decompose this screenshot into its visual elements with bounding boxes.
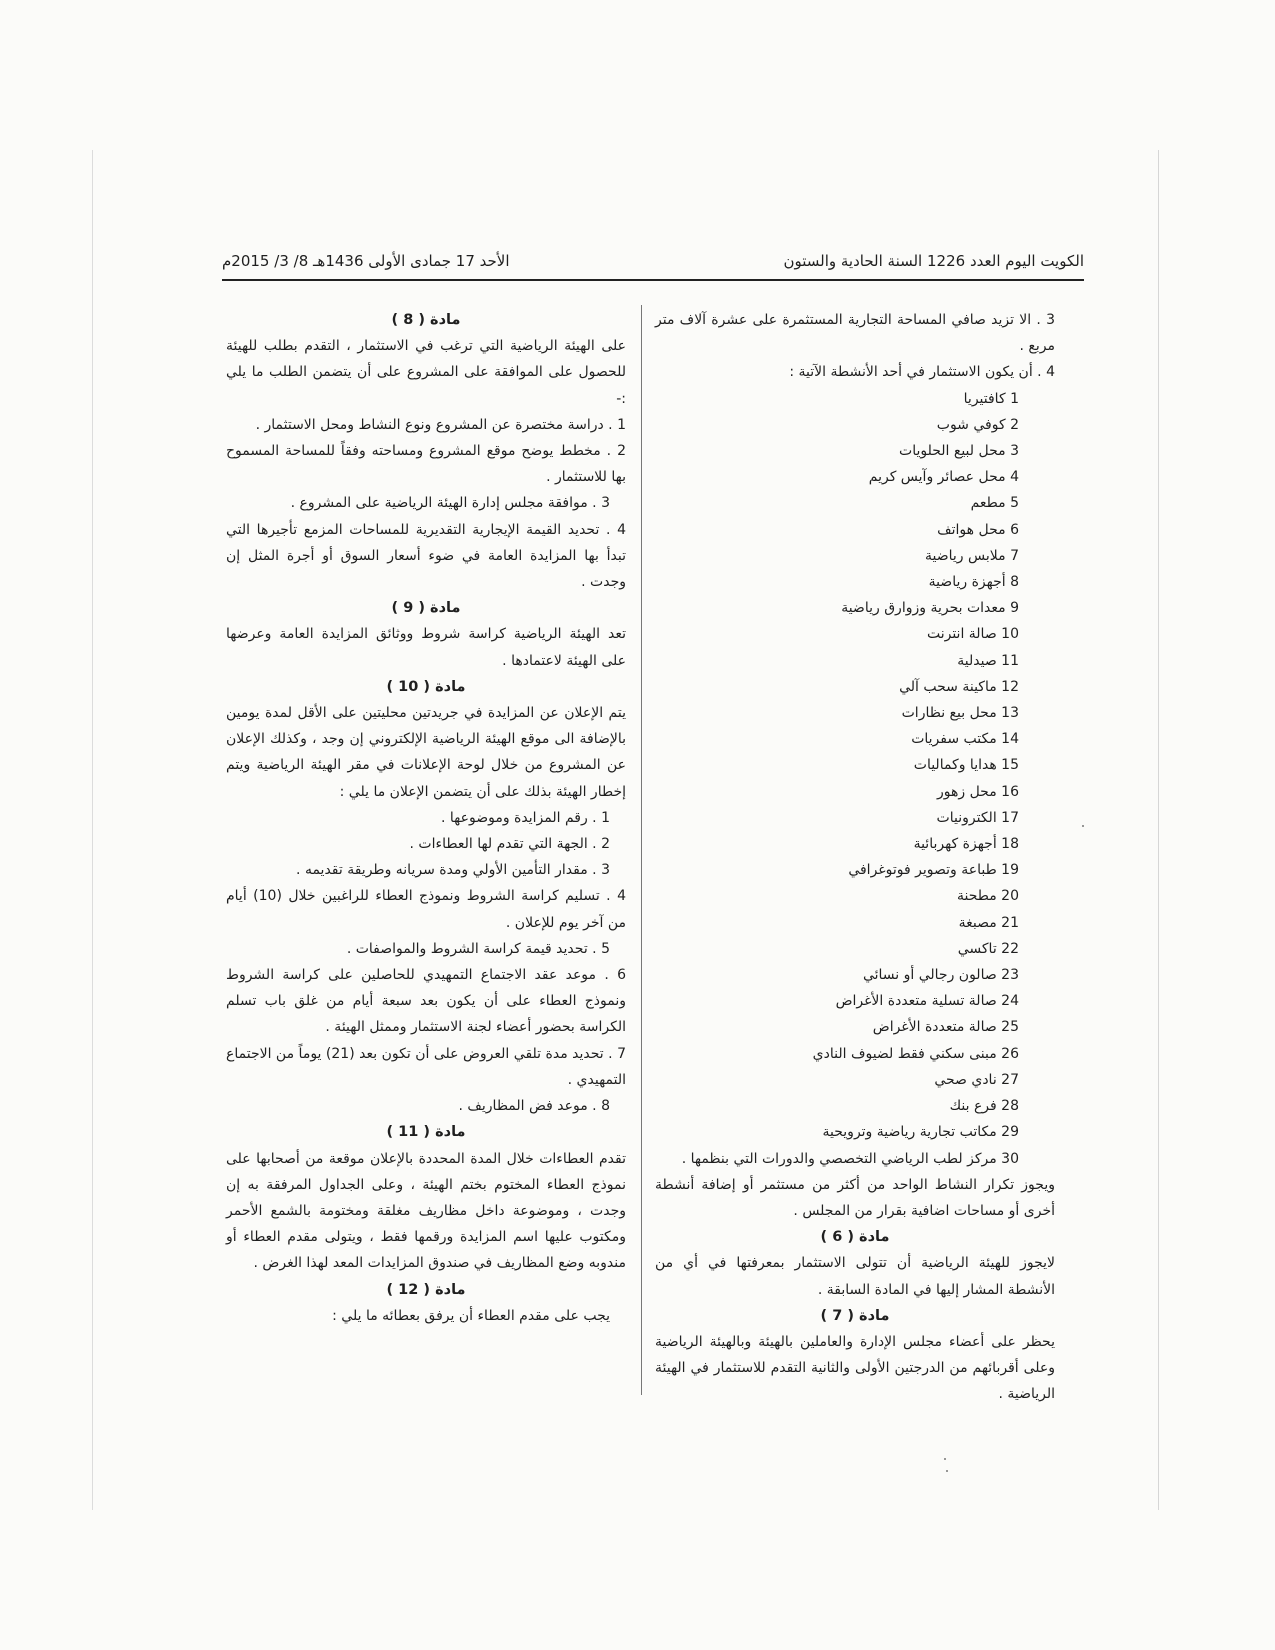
activity-item: 8 أجهزة رياضية (928, 574, 1019, 591)
activity-item: 13 محل بيع نظارات (901, 705, 1019, 722)
activity-item: 27 نادي صحي (934, 1071, 1019, 1088)
activity-item: 21 مصبغة (958, 914, 1019, 931)
gazette-header (222, 252, 1084, 282)
activity-item: 7 ملابس رياضية (925, 547, 1019, 564)
scan-speck (946, 1470, 948, 1472)
activity-item: 14 مكتب سفريات (911, 731, 1019, 748)
header-rule (222, 279, 1084, 281)
activity-item: 23 صالون رجالي أو نسائي (862, 967, 1019, 984)
article-8-item: 1 . دراسة مختصرة عن المشروع ونوع النشاط ومحل الاستثمار . (255, 416, 626, 433)
activity-item: 24 صالة تسلية متعددة الأغراض (835, 993, 1019, 1010)
article-6-title: مادة ( 6 ) (820, 1229, 890, 1246)
activity-item: 16 محل زهور (936, 783, 1019, 800)
activity-item: 1 كافتيريا (963, 390, 1019, 407)
scan-edge-left (92, 150, 93, 1510)
article-10-item: 7 . تحديد مدة تلقي العروض على أن تكون بعد (21) يوماً من الاجتماع التمهيدي . (226, 1045, 627, 1088)
scan-speck (944, 1458, 946, 1460)
article-8-item: 4 . تحديد القيمة الإيجارية التقديرية للمساحات المزمع تأجيرها التي تبدأ بها المزايدة العامة في ضوء أسعار السوق أو أجرة المثل إن وجدت . (226, 521, 626, 591)
article-7-title: مادة ( 7 ) (820, 1307, 890, 1324)
scan-speck (1082, 825, 1084, 827)
activity-item: 26 مبنى سكني فقط لضيوف النادي (812, 1045, 1019, 1062)
activity-item: 18 أجهزة كهربائية (913, 836, 1019, 853)
article-8-item: 3 . موافقة مجلس إدارة الهيئة الرياضية على المشروع . (290, 495, 610, 512)
article-6-text: لايجوز للهيئة الرياضية أن تتولى الاستثمار بمعرفتها في أي من الأنشطة المشار إليها في المادة السابقة . (655, 1255, 1055, 1298)
article-10-item: 6 . موعد عقد الاجتماع التمهيدي للحاصلين على كراسة الشروط ونموذج العطاء على أن يكون بعد سبعة أيام من غلق باب تسلم الكراسة بحضور أعضاء لجنة الاستثمار وممثل الهيئة . (226, 967, 626, 1036)
activity-item: 20 مطحنة (956, 888, 1019, 905)
left-column (226, 307, 626, 1329)
activity-item: 6 محل هواتف (937, 521, 1019, 538)
activity-item: 4 محل عصائر وآيس كريم (868, 469, 1019, 486)
article-10-item: 5 . تحديد قيمة كراسة الشروط والمواصفات . (346, 940, 610, 957)
activity-item: 28 فرع بنك (949, 1098, 1019, 1115)
condition-4: 4 . أن يكون الاستثمار في أحد الأنشطة الآتية : (789, 364, 1055, 381)
activities-note: ويجوز تكرار النشاط الواحد من أكثر من مستثمر أو إضافة أنشطة أخرى أو مساحات اضافية بقرار من المجلس . (655, 1176, 1055, 1219)
article-11-title: مادة ( 11 ) (386, 1124, 466, 1141)
activities-list (655, 386, 1055, 1172)
activity-item: 2 كوفي شوب (936, 416, 1019, 433)
activity-item: 30 مركز لطب الرياضي التخصصي والدورات التي بنظمها . (681, 1150, 1019, 1167)
article-9-title: مادة ( 9 ) (391, 600, 461, 617)
article-12-title: مادة ( 12 ) (386, 1281, 466, 1298)
activity-item: 12 ماكينة سحب آلي (899, 678, 1019, 695)
activity-item: 15 هدايا وكماليات (913, 757, 1019, 774)
activity-item: 17 الكترونيات (936, 809, 1019, 826)
article-10-item: 2 . الجهة التي تقدم لها العطاءات . (409, 836, 610, 853)
scan-edge-right (1158, 150, 1159, 1510)
article-11-text: تقدم العطاءات خلال المدة المحددة بالإعلان موقعة من أصحابها على نموذج العطاء المختوم بختم الهيئة ، وعلى الجداول المرفقة به إن وجدت ، وموضوعة داخل مظاريف مغلقة ومختومة بالشمع الأحمر ومكتوب عليها اسم المزايدة ورقمها فقط ، ويتولى مقدم العطاء أو مندوبه وضع المظاريف في صندوق المزايدات المعد لهذا الغرض . (226, 1150, 626, 1272)
header-issue-info: الكويت اليوم العدد 1226 السنة الحادية والستون (783, 252, 1084, 270)
activity-item: 29 مكاتب تجارية رياضية وترويحية (822, 1124, 1019, 1141)
article-8-title: مادة ( 8 ) (391, 312, 461, 328)
column-divider (641, 305, 642, 1395)
article-12-text: يجب على مقدم العطاء أن يرفق بعطائه ما يلي : (332, 1307, 610, 1324)
header-date: الأحد 17 جمادى الأولى 1436هـ 8/ 3/ 2015م (222, 252, 510, 270)
activity-item: 9 معدات بحرية وزوارق رياضية (841, 600, 1019, 617)
article-10-item: 4 . تسليم كراسة الشروط ونموذج العطاء للراغبين خلال (10) أيام من آخر يوم للإعلان . (226, 888, 626, 931)
condition-3: 3 . الا تزيد صافي المساحة التجارية المستثمرة على عشرة آلاف متر مربع . (655, 312, 1055, 355)
article-7-text: يحظر على أعضاء مجلس الإدارة والعاملين بالهيئة وبالهيئة الرياضية وعلى أقربائهم من الدرجتين الأولى والثانية التقدم للاستثمار في الهيئة الرياضية . (655, 1333, 1055, 1403)
article-10-text: يتم الإعلان عن المزايدة في جريدتين محليتين على الأقل لمدة يومين بالإضافة الى موقع الهيئة الرياضية الإلكتروني إن وجد ، وكذلك الإعلان عن المشروع من خلال لوحة الإعلانات في مقر الهيئة الرياضية ويتم إخطار الهيئة بذلك على أن يتضمن الإعلان ما يلي : (226, 705, 626, 800)
activity-item: 10 صالة انترنت (926, 626, 1019, 643)
right-column (655, 307, 1055, 1408)
activity-item: 11 صيدلية (957, 652, 1019, 669)
article-10-item: 8 . موعد فض المظاريف . (458, 1098, 610, 1115)
activity-item: 25 صالة متعددة الأغراض (872, 1019, 1019, 1036)
article-9-text: تعد الهيئة الرياضية كراسة شروط ووثائق المزايدة العامة وعرضها على الهيئة لاعتمادها . (226, 626, 626, 669)
activity-item: 5 مطعم (970, 495, 1019, 512)
article-8-item: 2 . مخطط يوضح موقع المشروع ومساحته وفقاً للمساحة المسموح بها للاستثمار . (226, 443, 626, 486)
article-10-title: مادة ( 10 ) (386, 678, 466, 695)
activity-item: 3 محل لبيع الحلويات (899, 443, 1019, 460)
activity-item: 19 طباعة وتصوير فوتوغرافي (848, 862, 1019, 879)
article-10-item: 1 . رقم المزايدة وموضوعها . (441, 809, 610, 826)
activity-item: 22 تاكسي (957, 940, 1019, 957)
article-8-text: على الهيئة الرياضية التي ترغب في الاستثمار ، التقدم بطلب للهيئة للحصول على الموافقة على المشروع على أن يتضمن الطلب ما يلي :- (226, 338, 626, 407)
article-10-item: 3 . مقدار التأمين الأولي ومدة سريانه وطريقة تقديمه . (296, 862, 610, 879)
